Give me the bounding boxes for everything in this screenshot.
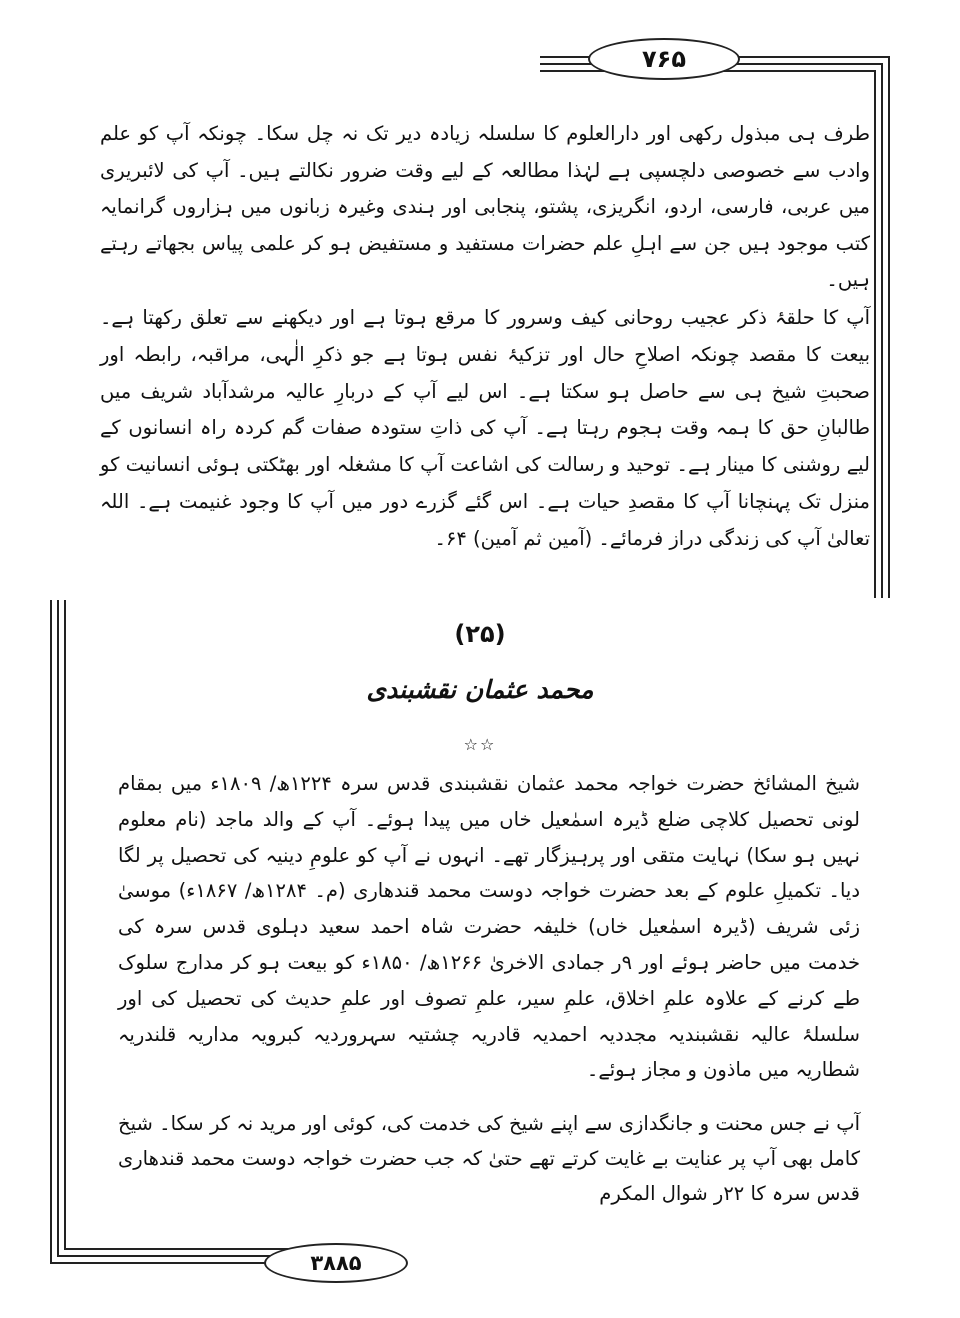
biography-paragraph-2: آپ نے جس محنت و جانگدازی سے اپنے شیخ کی خدمت کی، کوئی اور مرید نہ کر سکا۔ شیخ کامل بھی آپ پر عنایت بے غایت کرتے تھے حتیٰ کہ جب حضرت خواجہ دوست محمد قندھاری قدس سرہ کا ۲۲ر شوال المکرم [118,1112,860,1205]
bottom-page-number: ۳۸۸۵ [264,1243,408,1283]
biography-paragraph-1: شیخ المشائخ حضرت خواجہ محمد عثمان نقشبندی قدس سرہ ۱۲۲۴ھ/ ۱۸۰۹ء میں بمقام لونی تحصیل کلاچی ضلع ڈیرہ اسمٰعیل خاں میں پیدا ہوئے۔ آپ کے والد ماجد (نام معلوم نہیں ہو سکا) نہایت متقی اور پرہیزگار تھے۔ انہوں نے آپ کو علومِ دینیہ کی تحصیل پر لگا دیا۔ تکمیلِ علوم کے بعد حضرت خواجہ دوست محمد قندھاری (م۔ ۱۲۸۴ھ/ ۱۸۶۷ء) موسیٰ زئی شریف (ڈیرہ اسمٰعیل خاں) خلیفہ حضرت شاہ احمد سعید دہلوی قدس سرہ کی خدمت میں حاضر ہوئے اور ۹ر جمادی الاخریٰ ۱۲۶۶ھ/ ۱۸۵۰ء کو بیعت ہو کر مدارج سلوک طے کرنے کے علاوہ علمِ اخلاق، علمِ سیر، علمِ تصوف اور علمِ حدیث کی تحصیل کی اور سلسلۂ عالیہ نقشبندیہ مجددیہ احمدیہ قادریہ چشتیہ سہروردیہ کبرویہ مداریہ قلندریہ شطاریہ میں ماذون و مجاز ہوئے۔ [118,772,861,1082]
right-border-line-1 [888,56,890,598]
top-page-number: ۷۶۵ [588,38,740,80]
left-border-line-2 [57,600,59,1257]
star-ornament: ☆☆ [463,735,497,754]
top-paragraph-1: طرف ہی مبذول رکھی اور دارالعلوم کا سلسلہ زیادہ دیر تک نہ چل سکا۔ چونکہ آپ کو علم وادب سے خصوصی دلچسپی ہے لہٰذا مطالعہ کے لیے وقت ضرور نکالتے ہیں۔ آپ کی لائبریری میں عربی، فارسی، اردو، انگریزی، پشتو، پنجابی اور ہندی وغیرہ زبانوں میں ہزاروں گرانمایہ کتب موجود ہیں جن سے اہلِ علم حضرات مستفید و مستفیض ہو کر علمی پیاس بجھاتے رہتے ہیں۔ [100,122,870,291]
right-border-line-2 [881,63,883,598]
left-border-line-3 [64,600,66,1250]
right-border-line-3 [874,70,876,598]
section-title: محمد عثمان نقشبندی [366,675,594,704]
section-number: (۲۵) [454,620,506,648]
top-paragraph-2: آپ کا حلقۂ ذکر عجیب روحانی کیف وسرور کا مرقع ہوتا ہے اور دیکھنے سے تعلق رکھتا ہے۔ بیعت کا مقصد چونکہ اصلاحِ حال اور تزکیۂ نفس ہوتا ہے جو ذکرِ الٰہی، مراقبہ، رابطہ اور صحبتِ شیخ ہی سے حاصل ہو سکتا ہے۔ اس لیے آپ کے دربارِ عالیہ مرشدآباد شریف میں طالبانِ حق کا ہمہ وقت ہجوم رہتا ہے۔ آپ کی ذاتِ ستودہ صفات گم کردہ راہ انسانوں کے لیے روشنی کا مینار ہے۔ توحید و رسالت کی اشاعت آپ کا مشغلہ اور بھٹکتی ہوئی انسانیت کو منزل تک پہنچانا آپ کا مقصدِ حیات ہے۔ اس گئے گزرے دور میں آپ کا وجود غنیمت ہے۔ اللہ تعالیٰ آپ کی زندگی دراز فرمائے۔ (آمین ثم آمین) ۶۴۔ [100,306,870,550]
left-border-line-1 [50,600,52,1264]
